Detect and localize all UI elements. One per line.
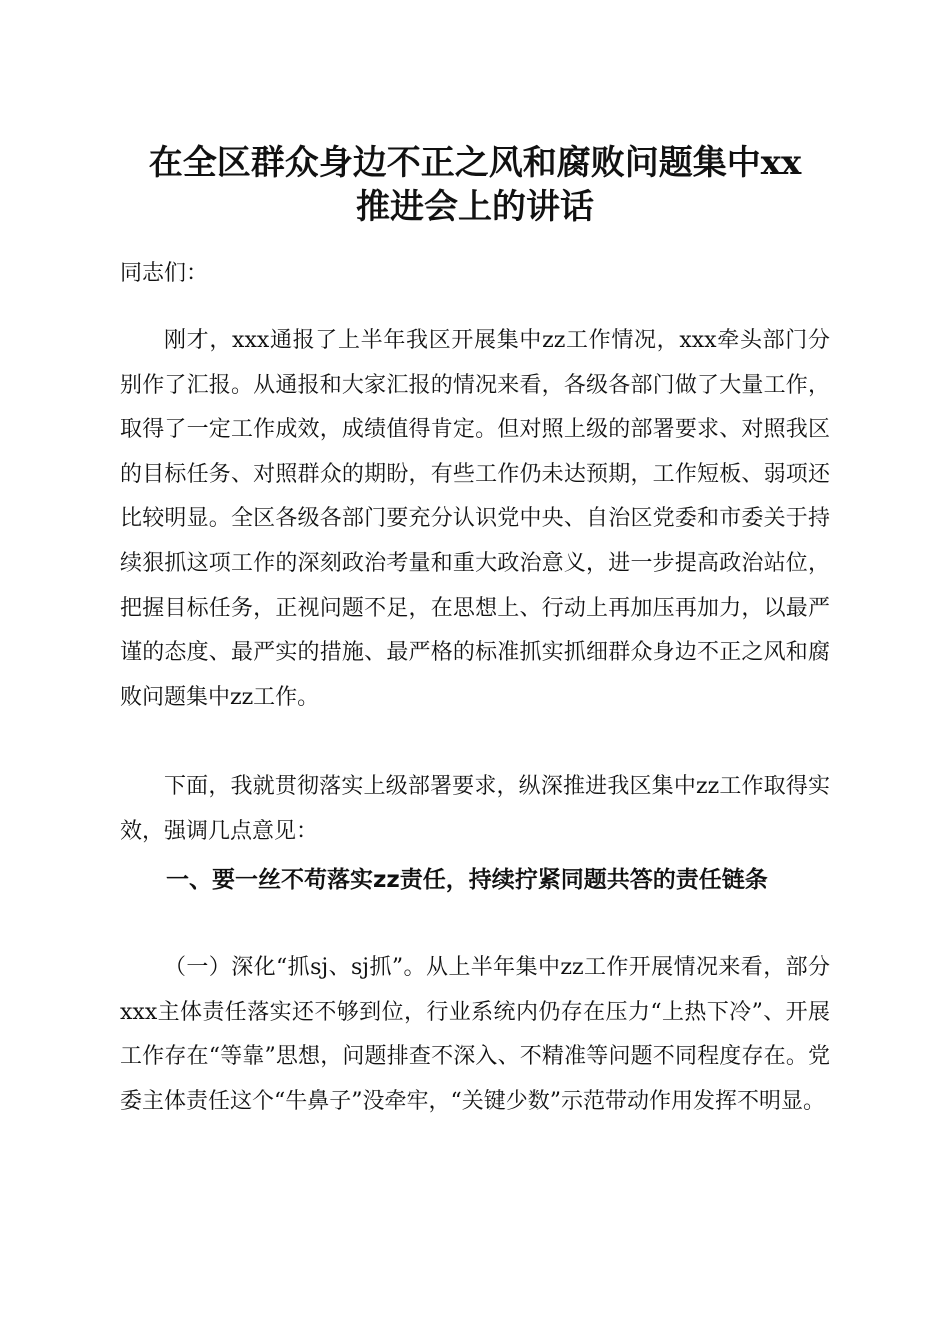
section-heading-1: 一、要一丝不苟落实zz责任，持续拧紧同题共答的责任链条 <box>166 867 768 893</box>
greeting: 同志们： <box>120 261 209 286</box>
document-title-line-2: 推进会上的讲话 <box>356 187 594 227</box>
document-title-line-1: 在全区群众身边不正之风和腐败问题集中xx <box>148 143 802 183</box>
paragraph-opening: 刚才，xxx通报了上半年我区开展集中zz工作情况，xxx牵头部门分别作了汇报。从通报和大家汇报的情况来看，各级各部门做了大量工作，取得了一定工作成效，成绩值得肯定。但对照上级的部署要求、对照我区的目标任务、对照群众的期盼，有些工作仍未达预期，工作短板、弱项还比较明显。全区各级各部门要充分认识党中央、自治区党委和市委关于持续狠抓这项工作的深刻政治考量和重大政治意义，进一步提高政治站位，把握目标任务，正视问题不足，在思想上、行动上再加压再加力，以最严谨的态度、最严实的措施、最严格的标准抓实抓细群众身边不正之风和腐败问题集中zz工作。 <box>120 328 830 710</box>
paragraph-transition: 下面，我就贯彻落实上级部署要求，纵深推进我区集中zz工作取得实效，强调几点意见： <box>120 774 830 844</box>
paragraph-subsection-1: （一）深化“抓sj、sj抓”。从上半年集中zz工作开展情况来看，部分xxx主体责任落实还不够到位，行业系统内仍存在压力“上热下冷”、开展工作存在“等靠”思想，问题排查不深入、不精准等问题不同程度存在。党委主体责任这个“牛鼻子”没牵牢，“关键少数”示范带动作用发挥不明显。 <box>120 955 830 1114</box>
